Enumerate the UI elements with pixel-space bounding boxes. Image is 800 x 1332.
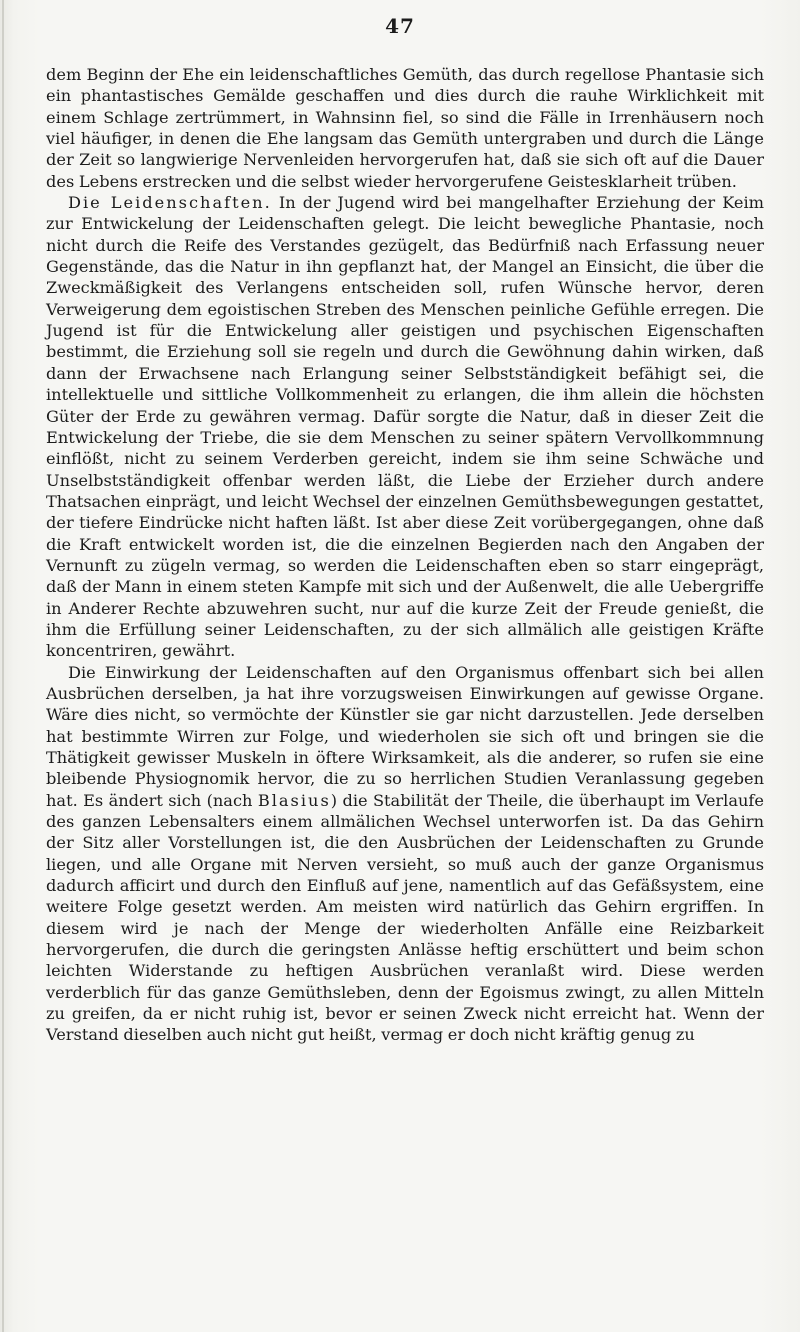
body-text	[46, 64, 764, 1046]
text-run: Die Einwirkung der Leidenschaften auf den Organismus offenbart sich bei allen Ausbrüchen derselben, ja hat ihre vorzugsweisen Einwirkungen auf gewisse Organe. Wäre dies nicht, so vermöchte der Künstler sie gar nicht darzustellen. Jede derselben hat bestimmte Wirren zur Folge, und wiederholen sie sich oft und bringen sie die Thätigkeit gewisser Muskeln in öftere Wirksamkeit, als die anderer, so rufen sie eine bleibende Physiognomik hervor, die zu so herrlichen Studien Veranlassung gegeben hat. Es ändert sich (nach	[46, 662, 764, 810]
emphasized-text: Die Leidenschaften.	[68, 193, 272, 213]
text-run: ) die Stabilität der Theile, die überhaupt im Verlaufe des ganzen Lebensalters einem allmälichen Wechsel unterworfen ist. Da das Gehirn der Sitz aller Vorstellungen ist, die den Ausbrüchen der Leidenschaften zu Grunde liegen, und alle Organe mit Nerven versieht, so muß auch der ganze Organismus dadurch afficirt und durch den Einfluß auf jene, namentlich auf das Gefäßsystem, eine weitere Folge gesetzt werden. Am meisten wird natürlich das Gehirn ergriffen. In diesem wird je nach der Menge der wiederholten Anfälle eine Reizbarkeit hervorgerufen, die durch die geringsten Anlässe heftig erschüttert und beim schon leichten Widerstande zu heftigen Ausbrüchen veranlaßt wird. Diese werden verderblich für das ganze Gemüthsleben, denn der Egoismus zwingt, zu allen Mitteln zu greifen, da er nicht ruhig ist, bevor er seinen Zweck nicht erreicht hat. Wenn der Verstand dieselben auch nicht gut heißt, vermag er doch nicht kräftig genug zu	[46, 790, 764, 1045]
paragraph	[46, 64, 764, 192]
emphasized-text: Blasius	[257, 790, 331, 810]
text-run: In der Jugend wird bei mangelhafter Erziehung der Keim zur Entwickelung der Leidenschaften gelegt. Die leicht bewegliche Phantasie, noch nicht durch die Reife des Verstandes gezügelt, das Bedürfniß nach Erfassung neuer Gegenstände, das die Natur in ihn gepflanzt hat, der Mangel an Einsicht, die über die Zweckmäßigkeit des Verlangens entscheiden soll, rufen Wünsche hervor, deren Verweigerung dem egoistischen Streben des Menschen peinliche Gefühle erregen. Die Jugend ist für die Entwickelung aller geistigen und psychischen Eigenschaften bestimmt, die Erziehung soll sie regeln und durch die Gewöhnung dahin wirken, daß dann der Erwachsene nach Erlangung seiner Selbstständigkeit befähigt sei, die intellektuelle und sittliche Vollkommenheit zu erlangen, die ihm allein die höchsten Güter der Erde zu gewähren vermag. Dafür sorgte die Natur, daß in dieser Zeit die Entwickelung der Triebe, die sie dem Menschen zu seiner spätern Vervollkommnung einflößt, nicht zu seinem Verderben gereicht, indem sie ihm seine Schwäche und Unselbstständigkeit offenbar werden läßt, die Liebe der Erzieher durch andere Thatsachen einprägt, und leicht Wechsel der einzelnen Gemüthsbewegungen gestattet, der tiefere Eindrücke nicht haften läßt. Ist aber diese Zeit vorübergegangen, ohne daß die Kraft entwickelt worden ist, die die einzelnen Begierden nach den Angaben der Vernunft zu zügeln vermag, so werden die Leidenschaften eben so starr eingeprägt, daß der Mann in einem steten Kampfe mit sich und der Außenwelt, die alle Uebergriffe in Anderer Rechte abzuwehren sucht, nur auf die kurze Zeit der Freude genießt, die ihm die Erfüllung seiner Leidenschaften, zu der sich allmälich alle geistigen Kräfte koncentriren, gewährt.	[46, 193, 764, 661]
page-number: 47	[385, 14, 415, 38]
text-run: dem Beginn der Ehe ein leidenschaftliches Gemüth, das durch regellose Phantasie sich ein phantastisches Gemälde geschaffen und dies durch die rauhe Wirklichkeit mit einem Schlage zertrümmert, in Wahnsinn fiel, so sind die Fälle in Irrenhäusern noch viel häufiger, in denen die Ehe langsam das Gemüth untergraben und durch die Länge der Zeit so langwierige Nervenleiden hervorgerufen hat, daß sie sich oft auf die Dauer des Lebens erstrecken und die selbst wieder hervorgerufene Geistesklarheit trüben.	[46, 65, 764, 191]
paragraph	[46, 192, 764, 662]
paragraph	[46, 662, 764, 1046]
gutter-line	[2, 0, 4, 1332]
